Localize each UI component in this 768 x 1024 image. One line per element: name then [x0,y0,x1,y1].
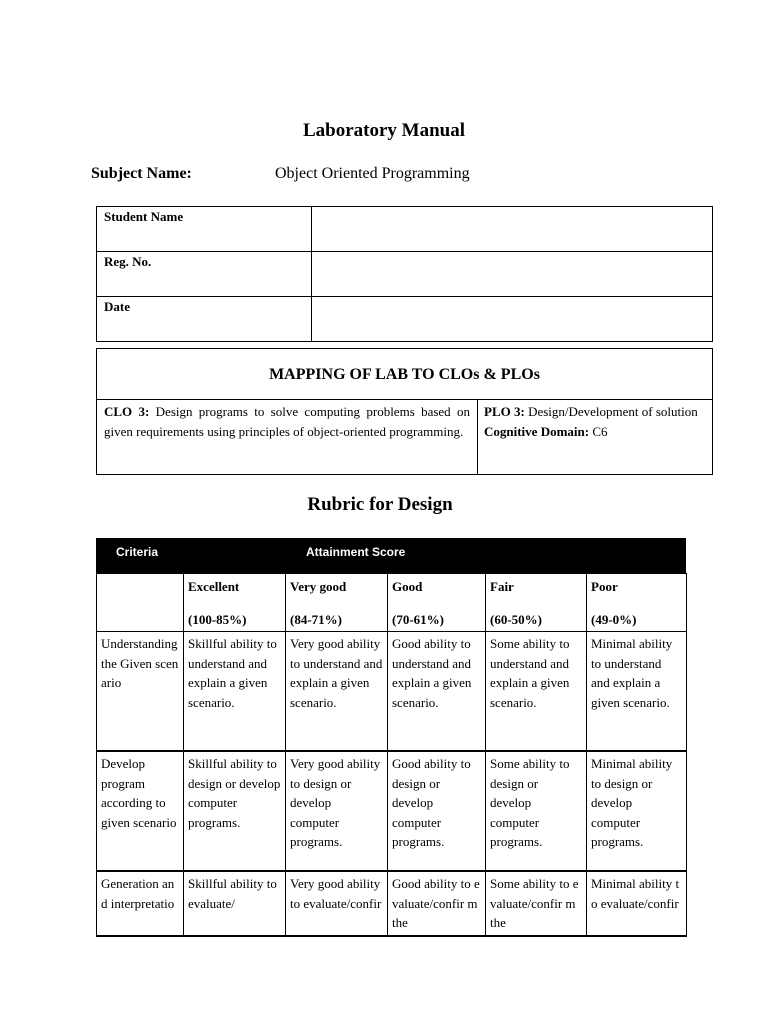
rubric-cell: Skillful ability to design or develop computer programs. [184,751,286,871]
clo-label: CLO 3: [104,404,150,419]
student-name-label: Student Name [97,207,312,252]
criteria-cell: Understanding the Given scenario [97,632,184,752]
rubric-cell: Good ability to design or develop computer programs. [388,751,486,871]
level-excellent: Excellent (100-85%) [184,574,286,632]
rubric-levels-blank [97,574,184,632]
rubric-cell: Some ability to evaluate/confir m the [486,871,587,936]
student-info-table [96,206,713,342]
date-row [97,297,713,342]
rubric-header-criteria: Criteria [116,545,159,559]
clo-plo-mapping-box [96,348,713,475]
student-name-field[interactable] [312,207,713,252]
student-name-row [97,207,713,252]
criteria-cell: Develop program according to given scenario [97,751,184,871]
rubric-cell: Minimal ability to evaluate/confir [587,871,687,936]
rubric-cell: Minimal ability to design or develop computer programs. [587,751,687,871]
rubric-cell: Very good ability to design or develop computer programs. [286,751,388,871]
level-fair: Fair (60-50%) [486,574,587,632]
table-row [97,751,687,871]
cognitive-domain-value: C6 [592,424,608,439]
level-poor: Poor (49-0%) [587,574,687,632]
rubric-cell: Good ability to understand and explain a given scenario. [388,632,486,752]
date-label: Date [97,297,312,342]
rubric-cell: Minimal ability to understand and explain a given scenario. [587,632,687,752]
clo-cell [97,400,478,474]
rubric-cell: Very good ability to understand and explain a given scenario. [286,632,388,752]
plo-cell [478,400,712,474]
rubric-cell: Good ability to evaluate/confir m the [388,871,486,936]
cognitive-domain-label: Cognitive Domain: [484,424,590,439]
rubric-table [96,573,687,937]
plo-label: PLO 3: [484,404,525,419]
date-field[interactable] [312,297,713,342]
level-very-good: Very good (84-71%) [286,574,388,632]
rubric-header-bar [96,538,686,573]
level-good: Good (70-61%) [388,574,486,632]
reg-no-row [97,252,713,297]
document-title: Laboratory Manual [302,120,466,141]
table-row [97,871,687,936]
rubric-title: Rubric for Design [307,494,453,515]
subject-value: Object Oriented Programming [275,165,470,182]
criteria-cell: Generation and interpretatio [97,871,184,936]
table-row [97,632,687,752]
mapping-body [97,400,712,474]
mapping-heading: MAPPING OF LAB TO CLOs & PLOs [97,349,712,400]
rubric-levels-row [97,574,687,632]
reg-no-field[interactable] [312,252,713,297]
subject-label: Subject Name: [91,165,192,182]
plo-text: Design/Development of solution [528,404,698,419]
rubric-cell: Skillful ability to understand and explain a given scenario. [184,632,286,752]
rubric-cell: Some ability to understand and explain a given scenario. [486,632,587,752]
rubric-cell: Some ability to design or develop computer programs. [486,751,587,871]
clo-text: Design programs to solve computing problems based on given requirements using principles of object-oriented programming. [104,404,470,439]
rubric-cell: Very good ability to evaluate/confir [286,871,388,936]
rubric-header-attainment-score: Attainment Score [306,545,406,559]
rubric-cell: Skillful ability to evaluate/ [184,871,286,936]
reg-no-label: Reg. No. [97,252,312,297]
